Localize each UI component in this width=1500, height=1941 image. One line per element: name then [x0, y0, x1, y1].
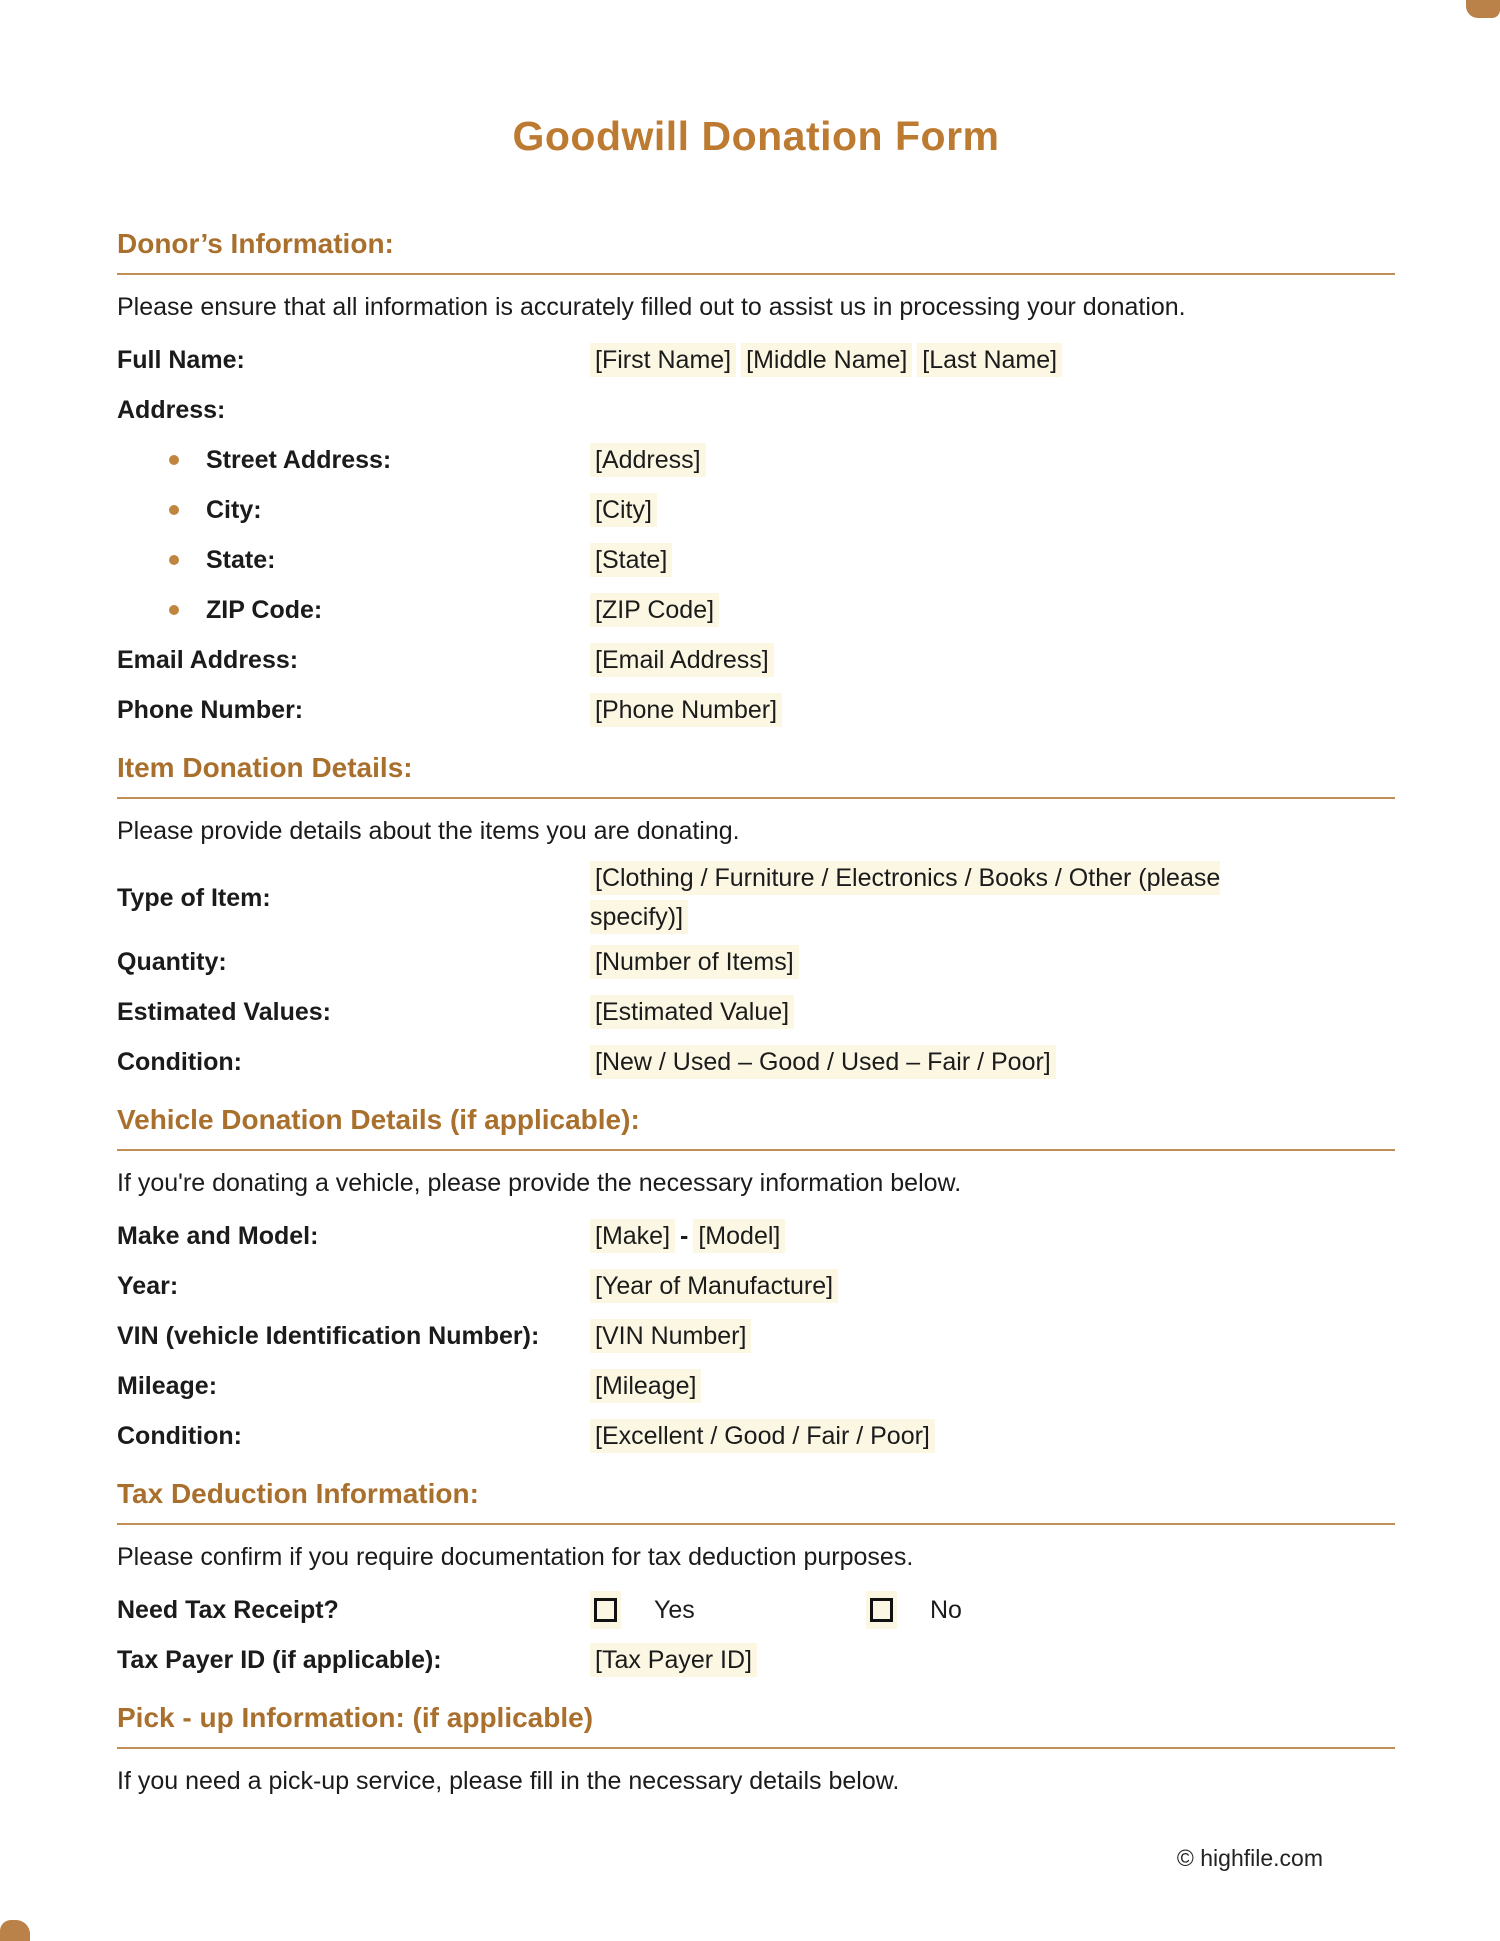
section-intro-item-donation: Please provide details about the items you are donating.	[117, 817, 740, 845]
field-label-estimated-values: Estimated Values:	[117, 997, 331, 1026]
field-value-city	[590, 491, 662, 530]
section-intro-pickup: If you need a pick-up service, please fill in the necessary details below.	[117, 1767, 900, 1795]
bullet-icon	[169, 605, 179, 615]
bullet-icon	[169, 455, 179, 465]
section-donor-information	[117, 227, 1395, 735]
section-heading-pickup: Pick - up Information: (if applicable)	[117, 1701, 1395, 1749]
field-row-phone-number	[117, 685, 1395, 735]
field-row-city	[117, 485, 1395, 535]
placeholder-first-name: [First Name]	[590, 343, 736, 377]
field-label-vin: VIN (vehicle Identification Number):	[117, 1321, 540, 1350]
tax-receipt-option-yes[interactable]	[590, 1591, 866, 1630]
section-heading-tax-deduction: Tax Deduction Information:	[117, 1477, 1395, 1525]
field-value-vehicle-condition	[590, 1417, 940, 1456]
tax-receipt-options	[590, 1591, 962, 1630]
placeholder-estimated-value: [Estimated Value]	[590, 995, 794, 1029]
bullet-icon	[169, 505, 179, 515]
checkbox-square-icon	[870, 1598, 893, 1622]
copyright-footer: © highfile.com	[1176, 1845, 1323, 1871]
item-fields	[117, 859, 1395, 1087]
field-row-estimated-values	[117, 987, 1395, 1037]
placeholder-vin: [VIN Number]	[590, 1319, 751, 1353]
placeholder-vehicle-condition: [Excellent / Good / Fair / Poor]	[590, 1419, 935, 1453]
checkbox-square-icon	[594, 1598, 617, 1622]
page-title: Goodwill Donation Form	[512, 113, 1000, 159]
field-row-tax-payer-id	[117, 1635, 1395, 1685]
field-label-quantity: Quantity:	[117, 947, 227, 976]
placeholder-state: [State]	[590, 543, 672, 577]
placeholder-item-condition: [New / Used – Good / Used – Fair / Poor]	[590, 1045, 1056, 1079]
corner-accent-bottom-left	[0, 1920, 30, 1941]
field-value-make-and-model	[590, 1217, 790, 1256]
field-value-email-address	[590, 641, 779, 680]
field-value-item-condition	[590, 1043, 1061, 1082]
field-label-make-and-model: Make and Model:	[117, 1221, 319, 1250]
tax-fields	[117, 1585, 1395, 1685]
field-value-vin	[590, 1317, 756, 1356]
placeholder-address: [Address]	[590, 443, 706, 477]
donor-fields	[117, 335, 1395, 735]
field-label-street-address: Street Address:	[117, 445, 590, 476]
field-value-year	[590, 1267, 843, 1306]
placeholder-quantity: [Number of Items]	[590, 945, 799, 979]
make-model-separator: -	[680, 1221, 689, 1250]
section-vehicle-donation-details	[117, 1103, 1395, 1461]
field-row-need-tax-receipt	[117, 1585, 1395, 1635]
placeholder-last-name: [Last Name]	[917, 343, 1062, 377]
placeholder-tax-payer-id: [Tax Payer ID]	[590, 1643, 757, 1677]
field-row-address-group	[117, 385, 1395, 435]
no-label: No	[930, 1595, 962, 1624]
field-row-vehicle-condition	[117, 1411, 1395, 1461]
field-value-mileage	[590, 1367, 706, 1406]
field-label-year: Year:	[117, 1271, 179, 1300]
section-heading-donor-information: Donor’s Information:	[117, 227, 1395, 275]
field-row-mileage	[117, 1361, 1395, 1411]
field-value-zip-code	[590, 591, 724, 630]
section-tax-deduction-information	[117, 1477, 1395, 1685]
field-label-item-condition: Condition:	[117, 1047, 242, 1076]
field-value-street-address	[590, 441, 711, 480]
field-label-full-name: Full Name:	[117, 345, 245, 374]
tax-receipt-option-no[interactable]	[866, 1591, 962, 1630]
placeholder-year: [Year of Manufacture]	[590, 1269, 838, 1303]
field-row-zip-code	[117, 585, 1395, 635]
field-row-item-condition	[117, 1037, 1395, 1087]
field-label-zip-code: ZIP Code:	[117, 595, 590, 626]
field-row-email-address	[117, 635, 1395, 685]
field-value-estimated-values	[590, 993, 799, 1032]
vehicle-fields	[117, 1211, 1395, 1461]
field-row-year	[117, 1261, 1395, 1311]
field-value-full-name	[590, 341, 1067, 380]
field-value-type-of-item	[590, 859, 1280, 937]
field-row-state	[117, 535, 1395, 585]
yes-label: Yes	[654, 1595, 695, 1624]
field-label-state: State:	[117, 545, 590, 576]
placeholder-zip-code: [ZIP Code]	[590, 593, 719, 627]
placeholder-mileage: [Mileage]	[590, 1369, 701, 1403]
no-checkbox[interactable]	[866, 1591, 897, 1629]
field-row-full-name	[117, 335, 1395, 385]
field-value-tax-payer-id	[590, 1641, 762, 1680]
field-label-vehicle-condition: Condition:	[117, 1421, 242, 1450]
section-item-donation-details	[117, 751, 1395, 1087]
field-value-state	[590, 541, 677, 580]
placeholder-model: [Model]	[693, 1219, 785, 1253]
field-label-email-address: Email Address:	[117, 645, 299, 674]
field-value-quantity	[590, 943, 804, 982]
yes-checkbox[interactable]	[590, 1591, 621, 1629]
field-row-type-of-item	[117, 859, 1395, 937]
field-label-type-of-item: Type of Item:	[117, 883, 271, 912]
field-label-phone-number: Phone Number:	[117, 695, 304, 724]
bullet-icon	[169, 555, 179, 565]
section-intro-tax-deduction: Please confirm if you require documentation for tax deduction purposes.	[117, 1543, 914, 1571]
placeholder-make: [Make]	[590, 1219, 675, 1253]
field-label-city: City:	[117, 495, 590, 526]
field-row-quantity	[117, 937, 1395, 987]
field-row-street-address	[117, 435, 1395, 485]
placeholder-phone-number: [Phone Number]	[590, 693, 782, 727]
placeholder-email-address: [Email Address]	[590, 643, 774, 677]
section-heading-vehicle-donation: Vehicle Donation Details (if applicable):	[117, 1103, 1395, 1151]
placeholder-item-type: [Clothing / Furniture / Electronics / Books / Other (please specify)]	[590, 861, 1220, 934]
placeholder-middle-name: [Middle Name]	[741, 343, 912, 377]
field-row-make-and-model	[117, 1211, 1395, 1261]
field-label-mileage: Mileage:	[117, 1371, 218, 1400]
section-intro-vehicle-donation: If you're donating a vehicle, please provide the necessary information below.	[117, 1169, 962, 1197]
field-label-need-tax-receipt: Need Tax Receipt?	[117, 1595, 339, 1624]
section-pickup-information	[117, 1701, 1395, 1797]
corner-accent-top-right	[1466, 0, 1500, 18]
placeholder-city: [City]	[590, 493, 657, 527]
section-intro-donor-information: Please ensure that all information is accurately filled out to assist us in processing your donation.	[117, 293, 1186, 321]
field-row-vin	[117, 1311, 1395, 1361]
field-label-address: Address:	[117, 395, 226, 424]
field-label-tax-payer-id: Tax Payer ID (if applicable):	[117, 1645, 442, 1674]
section-heading-item-donation: Item Donation Details:	[117, 751, 1395, 799]
field-value-phone-number	[590, 691, 787, 730]
